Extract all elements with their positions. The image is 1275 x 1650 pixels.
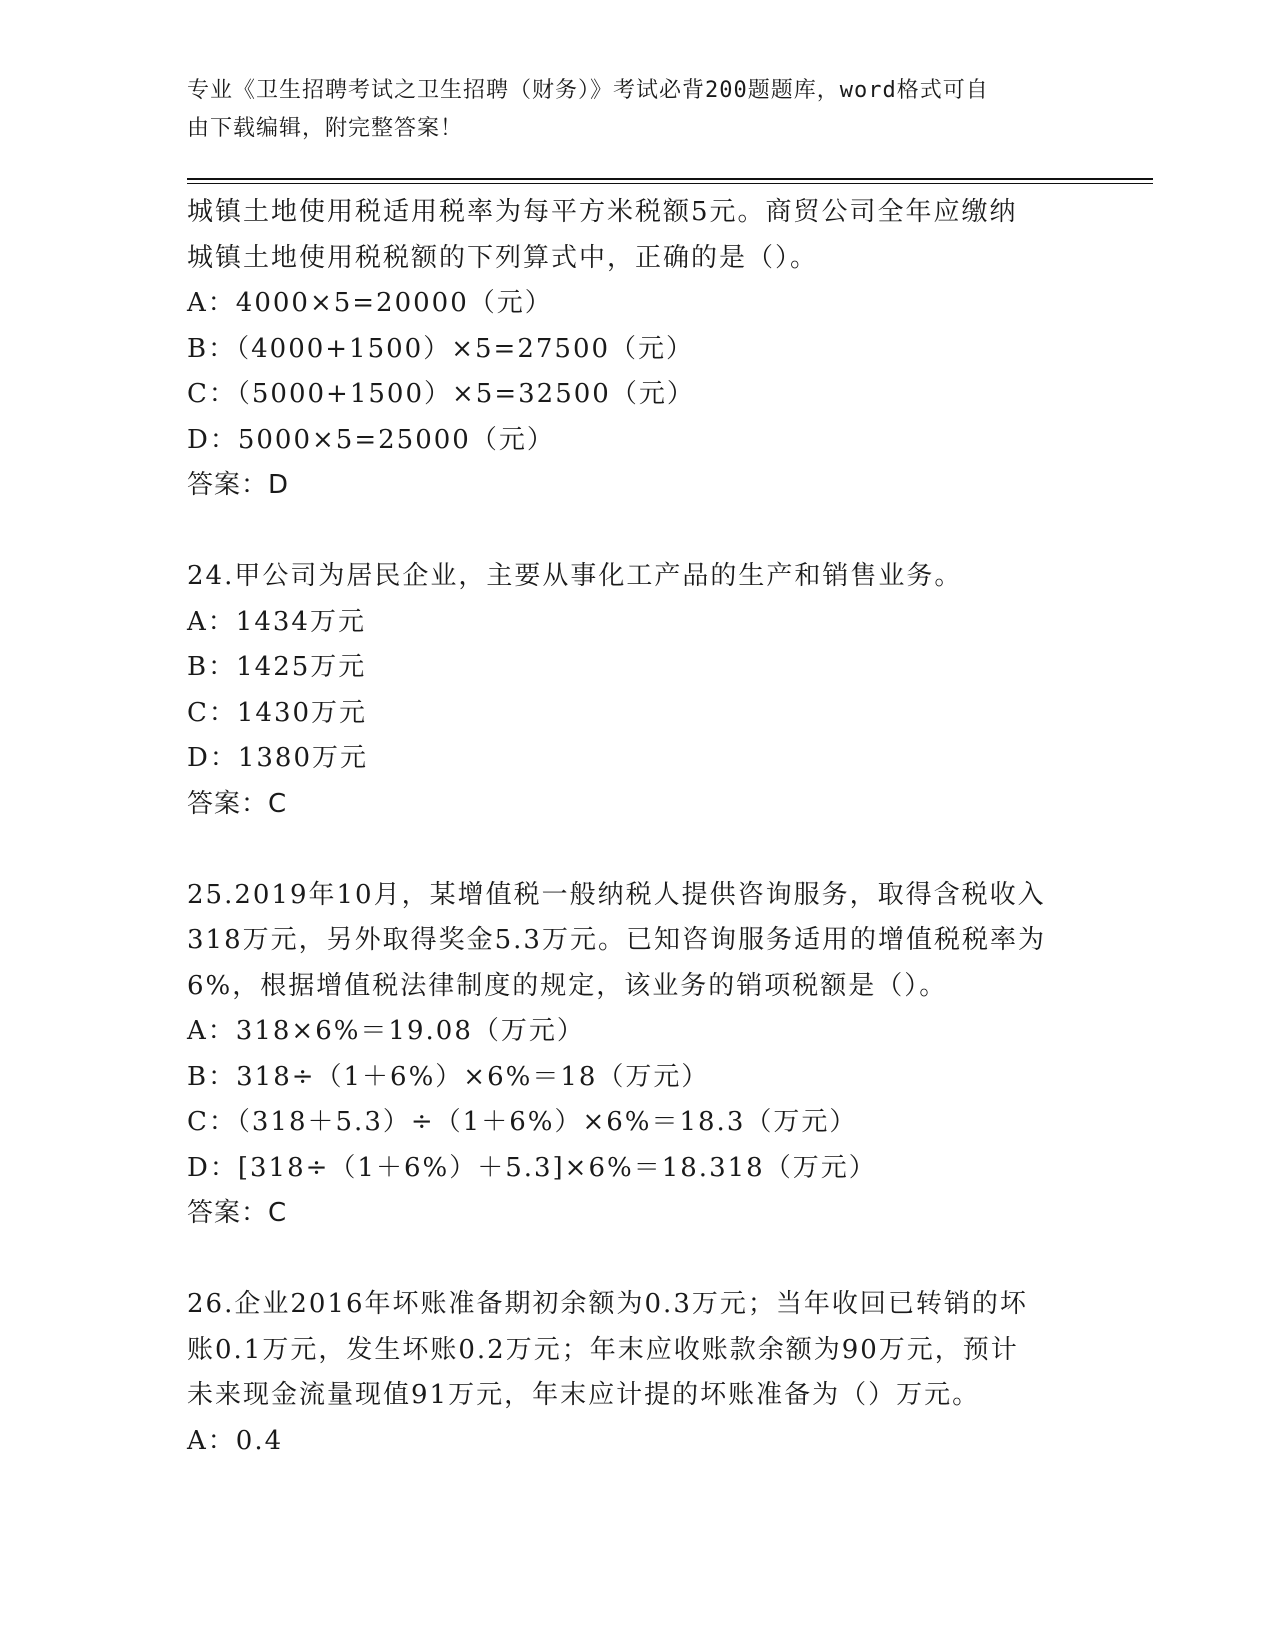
option-b: B：318÷（1＋6%）×6%＝18（万元） — [187, 1061, 710, 1092]
document-header — [187, 72, 1067, 148]
option-a: A：1434万元 — [187, 606, 366, 637]
option-a: A：0.4 — [187, 1425, 284, 1456]
question-24 — [187, 554, 1137, 827]
question-stem: 26.企业2016年坏账准备期初余额为0.3万元；当年收回已转销的坏 — [187, 1289, 1028, 1319]
spacer — [187, 827, 1137, 873]
answer: 答案：C — [187, 788, 288, 819]
question-26 — [187, 1282, 1137, 1464]
option-d: D：5000×5=25000（元） — [187, 424, 555, 455]
question-stem: 账0.1万元，发生坏账0.2万元；年末应收账款余额为90万元，预计 — [187, 1334, 1019, 1365]
option-b: B：1425万元 — [187, 652, 367, 682]
answer: 答案：D — [187, 470, 290, 500]
option-a: A：318×6%＝19.08（万元） — [187, 1016, 585, 1046]
header-line-2: 由下载编辑，附完整答案！ — [187, 116, 464, 141]
question-25 — [187, 873, 1137, 1237]
header-rule-thin — [187, 183, 1153, 184]
spacer — [187, 1237, 1137, 1283]
option-d: D：1380万元 — [187, 743, 369, 773]
spacer — [187, 509, 1137, 555]
header-line-1: 专业《卫生招聘考试之卫生招聘（财务）》考试必背200题题库，word格式可自 — [187, 78, 989, 103]
question-stem: 24.甲公司为居民企业，主要从事化工产品的生产和销售业务。 — [187, 561, 963, 591]
question-list — [187, 190, 1137, 1464]
header-rule-thick — [187, 178, 1153, 180]
option-c: C：（318＋5.3）÷（1＋6%）×6%＝18.3（万元） — [187, 1107, 858, 1137]
answer: 答案：C — [187, 1198, 288, 1228]
option-c: C：（5000+1500）×5=32500（元） — [187, 379, 695, 409]
question-stem: 6%，根据增值税法律制度的规定，该业务的销项税额是（）。 — [187, 970, 948, 1001]
option-b: B：（4000+1500）×5=27500（元） — [187, 333, 695, 364]
question-stem: 318万元，另外取得奖金5.3万元。已知咨询服务适用的增值税税率为 — [187, 925, 1046, 955]
question-stem: 25.2019年10月，某增值税一般纳税人提供咨询服务，取得含税收入 — [187, 879, 1046, 910]
question-stem: 城镇土地使用税税额的下列算式中，正确的是（）。 — [187, 242, 819, 273]
option-c: C：1430万元 — [187, 697, 368, 728]
option-a: A：4000×5=20000（元） — [187, 288, 553, 318]
question-stem: 未来现金流量现值91万元，年末应计提的坏账准备为（）万元。 — [187, 1380, 981, 1410]
question-stem: 城镇土地使用税适用税率为每平方米税额5元。商贸公司全年应缴纳 — [187, 197, 1018, 227]
option-d: D：[318÷（1＋6%）＋5.3]×6%＝18.318（万元） — [187, 1152, 877, 1183]
question-23 — [187, 190, 1137, 509]
